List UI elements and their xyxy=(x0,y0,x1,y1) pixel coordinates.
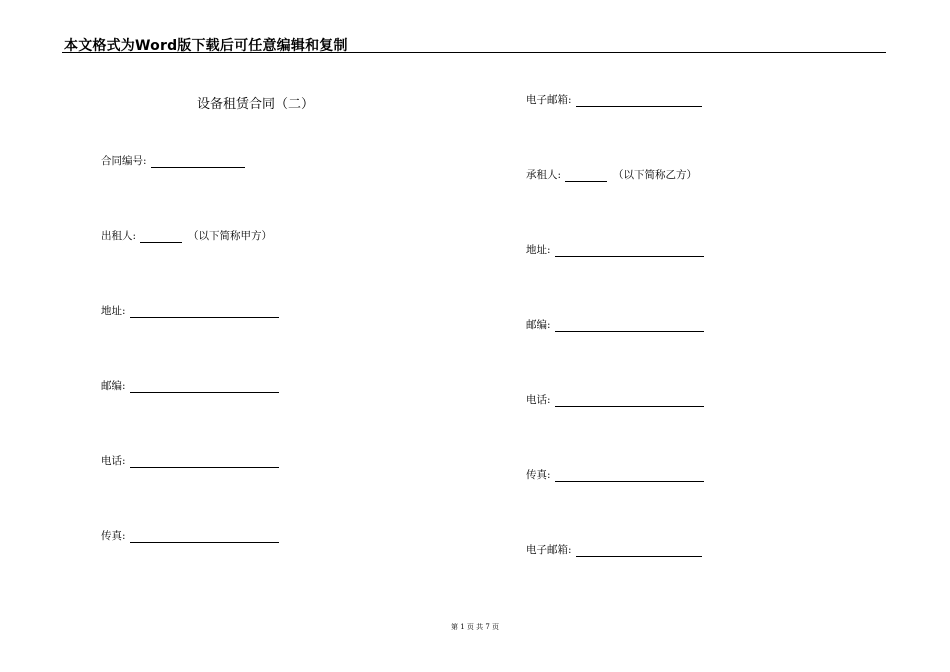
document-header-title: 本文格式为Word版下载后可任意编辑和复制 xyxy=(64,38,348,54)
field-contract-number xyxy=(101,153,245,168)
field-lessee-fax xyxy=(526,467,704,482)
field-label: 传真: xyxy=(526,469,551,481)
field-label: 邮编: xyxy=(101,380,126,392)
field-lessor-postcode xyxy=(101,378,279,393)
field-lessee-address xyxy=(526,242,704,257)
field-lessor-email xyxy=(526,92,702,107)
blank-line xyxy=(151,157,245,168)
blank-line xyxy=(576,96,702,107)
field-label: 电话: xyxy=(101,455,126,467)
blank-line xyxy=(140,232,182,243)
field-label: 电话: xyxy=(526,394,551,406)
blank-line xyxy=(130,457,279,468)
field-label: 传真: xyxy=(101,530,126,542)
blank-line xyxy=(555,471,704,482)
field-lessee-postcode xyxy=(526,317,704,332)
field-label: 电子邮箱: xyxy=(526,544,572,556)
field-label: 承租人: xyxy=(526,169,562,181)
field-lessee-email xyxy=(526,542,702,557)
blank-line xyxy=(555,396,704,407)
blank-line xyxy=(555,246,704,257)
field-lessor-address xyxy=(101,303,279,318)
field-lessee xyxy=(526,167,697,182)
field-label: 地址: xyxy=(526,244,551,256)
field-label: 电子邮箱: xyxy=(526,94,572,106)
field-label: 合同编号: xyxy=(101,155,147,167)
blank-line xyxy=(555,321,704,332)
field-label: 邮编: xyxy=(526,319,551,331)
field-lessee-phone xyxy=(526,392,704,407)
field-note: （以下简称甲方） xyxy=(188,230,273,242)
blank-line xyxy=(130,382,279,393)
field-lessor xyxy=(101,228,272,243)
field-label: 地址: xyxy=(101,305,126,317)
contract-title: 设备租赁合同（二） xyxy=(197,97,315,112)
field-note: （以下简称乙方） xyxy=(613,169,698,181)
page-number: 第 1 页 共 7 页 xyxy=(450,623,500,631)
header-divider xyxy=(62,52,886,53)
blank-line xyxy=(576,546,702,557)
field-label: 出租人: xyxy=(101,230,137,242)
blank-line xyxy=(130,307,279,318)
blank-line xyxy=(130,532,279,543)
field-lessor-phone xyxy=(101,453,279,468)
blank-line xyxy=(565,171,607,182)
field-lessor-fax xyxy=(101,528,279,543)
